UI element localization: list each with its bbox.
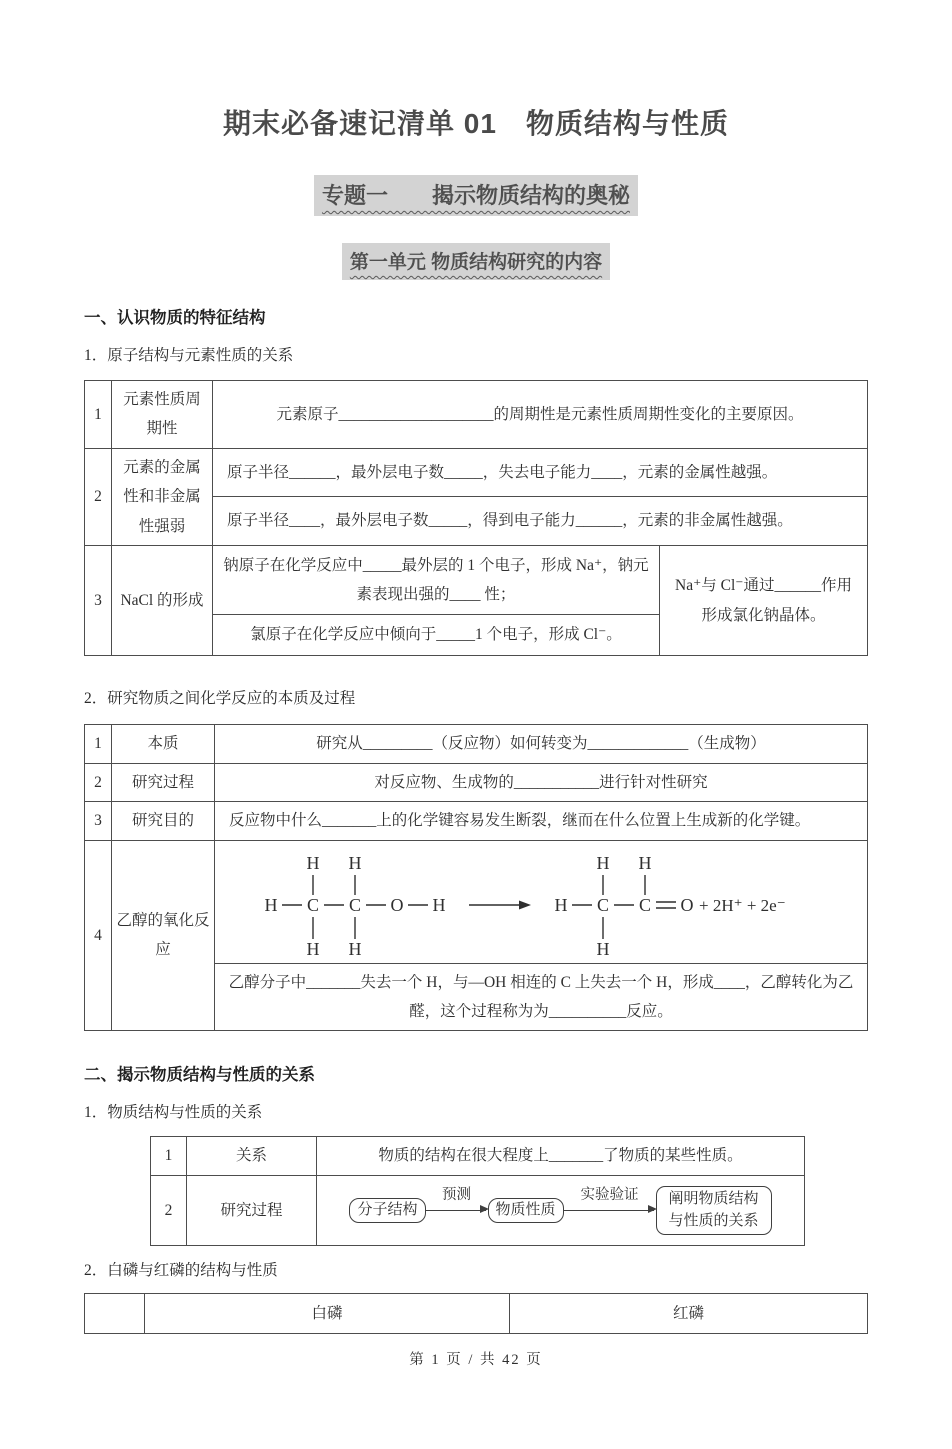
flow-box-molecular-structure: 分子结构 bbox=[349, 1198, 425, 1224]
row-number: 2 bbox=[85, 448, 112, 545]
table-row bbox=[151, 1175, 805, 1246]
subject-heading-wrap bbox=[84, 175, 868, 216]
atomic-structure-table bbox=[84, 380, 868, 656]
research-process-flow bbox=[317, 1175, 805, 1246]
row-number: 2 bbox=[85, 763, 112, 801]
page-number: 第 1 页 / 共 42 页 bbox=[409, 1352, 543, 1369]
unit-heading-wrap bbox=[84, 243, 868, 280]
flow-arrow-verify bbox=[564, 1187, 656, 1235]
flow-arrow-label: 实验验证 bbox=[580, 1187, 639, 1204]
row-number: 2 bbox=[151, 1175, 187, 1246]
row-number: 3 bbox=[85, 802, 112, 840]
row-content: 反应物中什么_______上的化学键容易发生断裂，继而在什么位置上生成新的化学键。 bbox=[215, 802, 868, 840]
row-content: 氯原子在化学反应中倾向于_____1 个电子，形成 Cl⁻。 bbox=[213, 615, 660, 656]
document-page bbox=[0, 102, 952, 1449]
section1-topic1-heading: 1．原子结构与元素性质的关系 bbox=[84, 347, 294, 364]
section2-topic1-heading: 1．物质结构与性质的关系 bbox=[84, 1104, 263, 1122]
row-number: 1 bbox=[85, 725, 112, 763]
flow-diagram bbox=[325, 1180, 796, 1242]
section1-heading: 一、认识物质的特征结构 bbox=[84, 308, 266, 327]
svg-text:H: H bbox=[432, 894, 446, 915]
flow-box-material-property: 物质性质 bbox=[488, 1198, 564, 1224]
reaction-essence-table bbox=[84, 724, 868, 1031]
table-row bbox=[85, 725, 868, 763]
row-label: 元素的金属性和非金属性强弱 bbox=[112, 448, 213, 545]
equation-products: + 2H⁺ + 2e⁻ bbox=[699, 895, 786, 915]
row-number: 1 bbox=[151, 1137, 187, 1175]
arrow-right-icon bbox=[426, 1210, 486, 1211]
ethanol-oxidation-equation bbox=[215, 840, 868, 963]
chemical-structure-diagram bbox=[241, 843, 841, 961]
row-label: 关系 bbox=[187, 1137, 317, 1175]
row-label: 研究过程 bbox=[112, 763, 215, 801]
row-content: 原子半径______，最外层电子数_____，失去电子能力____，元素的金属性越强。 bbox=[213, 448, 868, 496]
row-label: 本质 bbox=[112, 725, 215, 763]
table-row bbox=[85, 381, 868, 449]
table-row bbox=[85, 802, 868, 840]
structure-property-table-wrap bbox=[84, 1136, 868, 1246]
table-row bbox=[85, 448, 868, 496]
row-content: 钠原子在化学反应中_____最外层的 1 个电子，形成 Na⁺，钠元素表现出强的____ 性； bbox=[213, 546, 660, 615]
row-label: NaCl 的形成 bbox=[112, 546, 213, 656]
row-content: 对反应物、生成物的___________进行针对性研究 bbox=[215, 763, 868, 801]
section2-heading: 二、揭示物质结构与性质的关系 bbox=[84, 1065, 315, 1085]
row-label: 研究过程 bbox=[187, 1175, 317, 1246]
row-content: 乙醇分子中_______失去一个 H，与—OH 相连的 C 上失去一个 H，形成____，乙醇转化为乙醛，这个过程称为为__________反应。 bbox=[215, 963, 868, 1031]
table-row bbox=[85, 840, 868, 963]
structure-property-table bbox=[150, 1136, 805, 1246]
svg-text:H: H bbox=[554, 894, 568, 915]
unit-heading: 第一单元 物质结构研究的内容 bbox=[342, 243, 610, 280]
svg-text:H: H bbox=[264, 894, 278, 915]
reaction-arrow bbox=[469, 900, 531, 909]
svg-text:O: O bbox=[390, 894, 404, 915]
row-number: 1 bbox=[85, 381, 112, 449]
svg-text:H: H bbox=[596, 938, 610, 959]
phosphorus-table bbox=[84, 1293, 868, 1334]
row-content: 物质的结构在很大程度上_______了物质的某些性质。 bbox=[317, 1137, 805, 1175]
row-side-note: Na⁺与 Cl⁻通过______作用形成氯化钠晶体。 bbox=[660, 546, 868, 656]
svg-text:O: O bbox=[680, 894, 694, 915]
row-number: 3 bbox=[85, 546, 112, 656]
row-label: 研究目的 bbox=[112, 802, 215, 840]
row-label: 乙醇的氧化反应 bbox=[112, 840, 215, 1031]
flow-arrow-label: 预测 bbox=[442, 1187, 471, 1204]
svg-text:H: H bbox=[306, 852, 320, 873]
svg-text:C: C bbox=[306, 894, 320, 915]
table-row bbox=[85, 763, 868, 801]
row-label: 元素性质周期性 bbox=[112, 381, 213, 449]
arrow-right-icon bbox=[564, 1210, 654, 1211]
page-title: 期末必备速记清单 01 物质结构与性质 bbox=[223, 108, 729, 139]
table-row bbox=[151, 1137, 805, 1175]
svg-text:C: C bbox=[596, 894, 610, 915]
svg-text:C: C bbox=[638, 894, 652, 915]
column-header-white-phosphorus: 白磷 bbox=[145, 1294, 510, 1334]
flow-box-clarify-relation: 阐明物质结构与性质的关系 bbox=[656, 1186, 772, 1236]
column-header-red-phosphorus: 红磷 bbox=[510, 1294, 868, 1334]
svg-text:H: H bbox=[638, 852, 652, 873]
svg-text:C: C bbox=[348, 894, 362, 915]
table-row bbox=[85, 546, 868, 615]
svg-text:H: H bbox=[596, 852, 610, 873]
row-content: 元素原子____________________的周期性是元素性质周期性变化的主要原因。 bbox=[213, 381, 868, 449]
svg-text:H: H bbox=[306, 938, 320, 959]
row-content: 研究从_________（反应物）如何转变为_____________（生成物） bbox=[215, 725, 868, 763]
svg-text:H: H bbox=[348, 938, 362, 959]
empty-header-cell bbox=[85, 1294, 145, 1334]
row-content: 原子半径____，最外层电子数_____，得到电子能力______，元素的非金属性越强。 bbox=[213, 497, 868, 546]
table-row bbox=[85, 1294, 868, 1334]
section1-topic2-heading: 2．研究物质之间化学反应的本质及过程 bbox=[84, 690, 356, 708]
row-number: 4 bbox=[85, 840, 112, 1031]
svg-text:H: H bbox=[348, 852, 362, 873]
subject-heading: 专题一 揭示物质结构的奥秘 bbox=[314, 175, 638, 216]
section2-topic2-heading: 2．白磷与红磷的结构与性质 bbox=[84, 1262, 278, 1280]
flow-arrow-predict bbox=[426, 1187, 488, 1235]
